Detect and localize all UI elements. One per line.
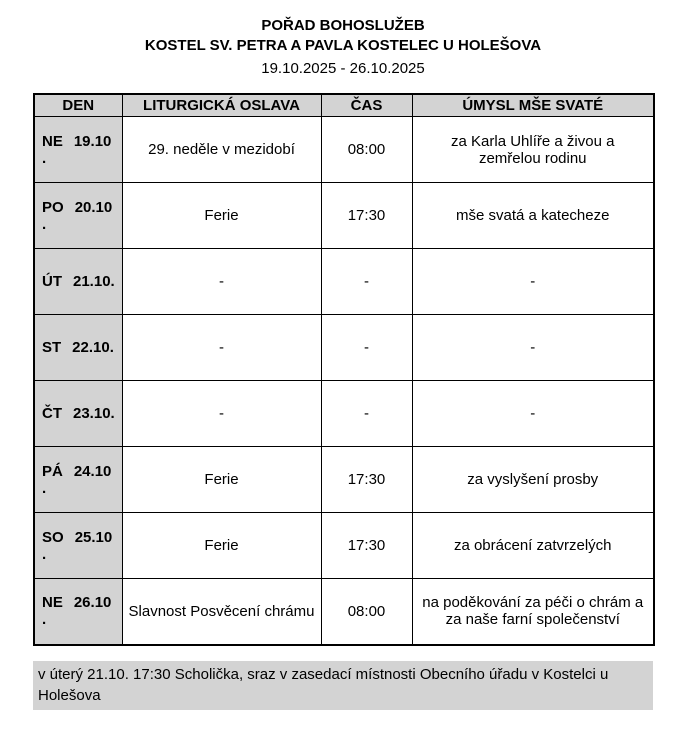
day-date: 24.10. (42, 462, 112, 497)
cell-time: 08:00 (321, 579, 412, 645)
cell-celebration: Ferie (122, 183, 321, 249)
table-row (34, 447, 654, 513)
church-title: KOSTEL SV. PETRA A PAVLA KOSTELEC U HOLEŠOVA (144, 37, 542, 54)
header-cas: ČAS (321, 94, 412, 117)
cell-day (34, 117, 122, 183)
cell-day (34, 315, 122, 381)
header-den: DEN (34, 94, 122, 117)
day-date: 19.10. (42, 132, 112, 167)
table-row (34, 513, 654, 579)
day-date: 26.10. (42, 594, 112, 629)
cell-celebration: - (122, 315, 321, 381)
cell-time: 17:30 (321, 513, 412, 579)
day-date: 23.10. (73, 405, 115, 422)
cell-day (34, 381, 122, 447)
cell-intention: - (412, 315, 654, 381)
schedule-table (33, 93, 655, 646)
cell-day (34, 579, 122, 645)
day-abbrev: ÚT (42, 273, 62, 290)
table-row (34, 117, 654, 183)
day-abbrev: NE (42, 594, 63, 612)
page-title: POŘAD BOHOSLUŽEB (261, 17, 425, 34)
cell-day (34, 447, 122, 513)
cell-intention: na poděkování za péči o chrám a za naše farní společenství (412, 579, 654, 645)
cell-celebration: Slavnost Posvěcení chrámu (122, 579, 321, 645)
date-range: 19.10.2025 - 26.10.2025 (261, 60, 425, 77)
cell-celebration: Ferie (122, 447, 321, 513)
cell-intention: za obrácení zatvrzelých (412, 513, 654, 579)
cell-celebration: - (122, 249, 321, 315)
day-date: 25.10. (42, 528, 113, 563)
day-date: 20.10. (42, 198, 113, 233)
cell-time: - (321, 249, 412, 315)
cell-day (34, 513, 122, 579)
table-header-row (34, 94, 654, 117)
header-liturgicka-oslava: LITURGICKÁ OSLAVA (122, 94, 321, 117)
table-row (34, 381, 654, 447)
cell-day (34, 249, 122, 315)
document-header (33, 16, 653, 79)
cell-time: - (321, 381, 412, 447)
table-row (34, 183, 654, 249)
cell-intention: - (412, 381, 654, 447)
cell-time: 17:30 (321, 183, 412, 249)
cell-time: 17:30 (321, 447, 412, 513)
day-abbrev: ČT (42, 405, 62, 422)
footer-note: v úterý 21.10. 17:30 Scholička, sraz v zasedací místnosti Obecního úřadu v Kostelci u Holešova (33, 661, 653, 710)
cell-celebration: 29. neděle v mezidobí (122, 117, 321, 183)
day-abbrev: NE (42, 132, 63, 150)
cell-celebration: Ferie (122, 513, 321, 579)
cell-time: - (321, 315, 412, 381)
header-umysl: ÚMYSL MŠE SVATÉ (412, 94, 654, 117)
day-date: 22.10. (72, 339, 114, 356)
table-row (34, 315, 654, 381)
cell-time: 08:00 (321, 117, 412, 183)
cell-day (34, 183, 122, 249)
day-abbrev: PO (42, 198, 64, 216)
cell-intention: mše svatá a katecheze (412, 183, 654, 249)
cell-intention: za Karla Uhlíře a živou a zemřelou rodinu (412, 117, 654, 183)
cell-celebration: - (122, 381, 321, 447)
table-row (34, 579, 654, 645)
cell-intention: za vyslyšení prosby (412, 447, 654, 513)
day-abbrev: ST (42, 339, 62, 356)
day-abbrev: SO (42, 528, 64, 546)
cell-intention: - (412, 249, 654, 315)
table-row (34, 249, 654, 315)
day-abbrev: PÁ (42, 462, 63, 480)
day-date: 21.10. (73, 273, 115, 290)
